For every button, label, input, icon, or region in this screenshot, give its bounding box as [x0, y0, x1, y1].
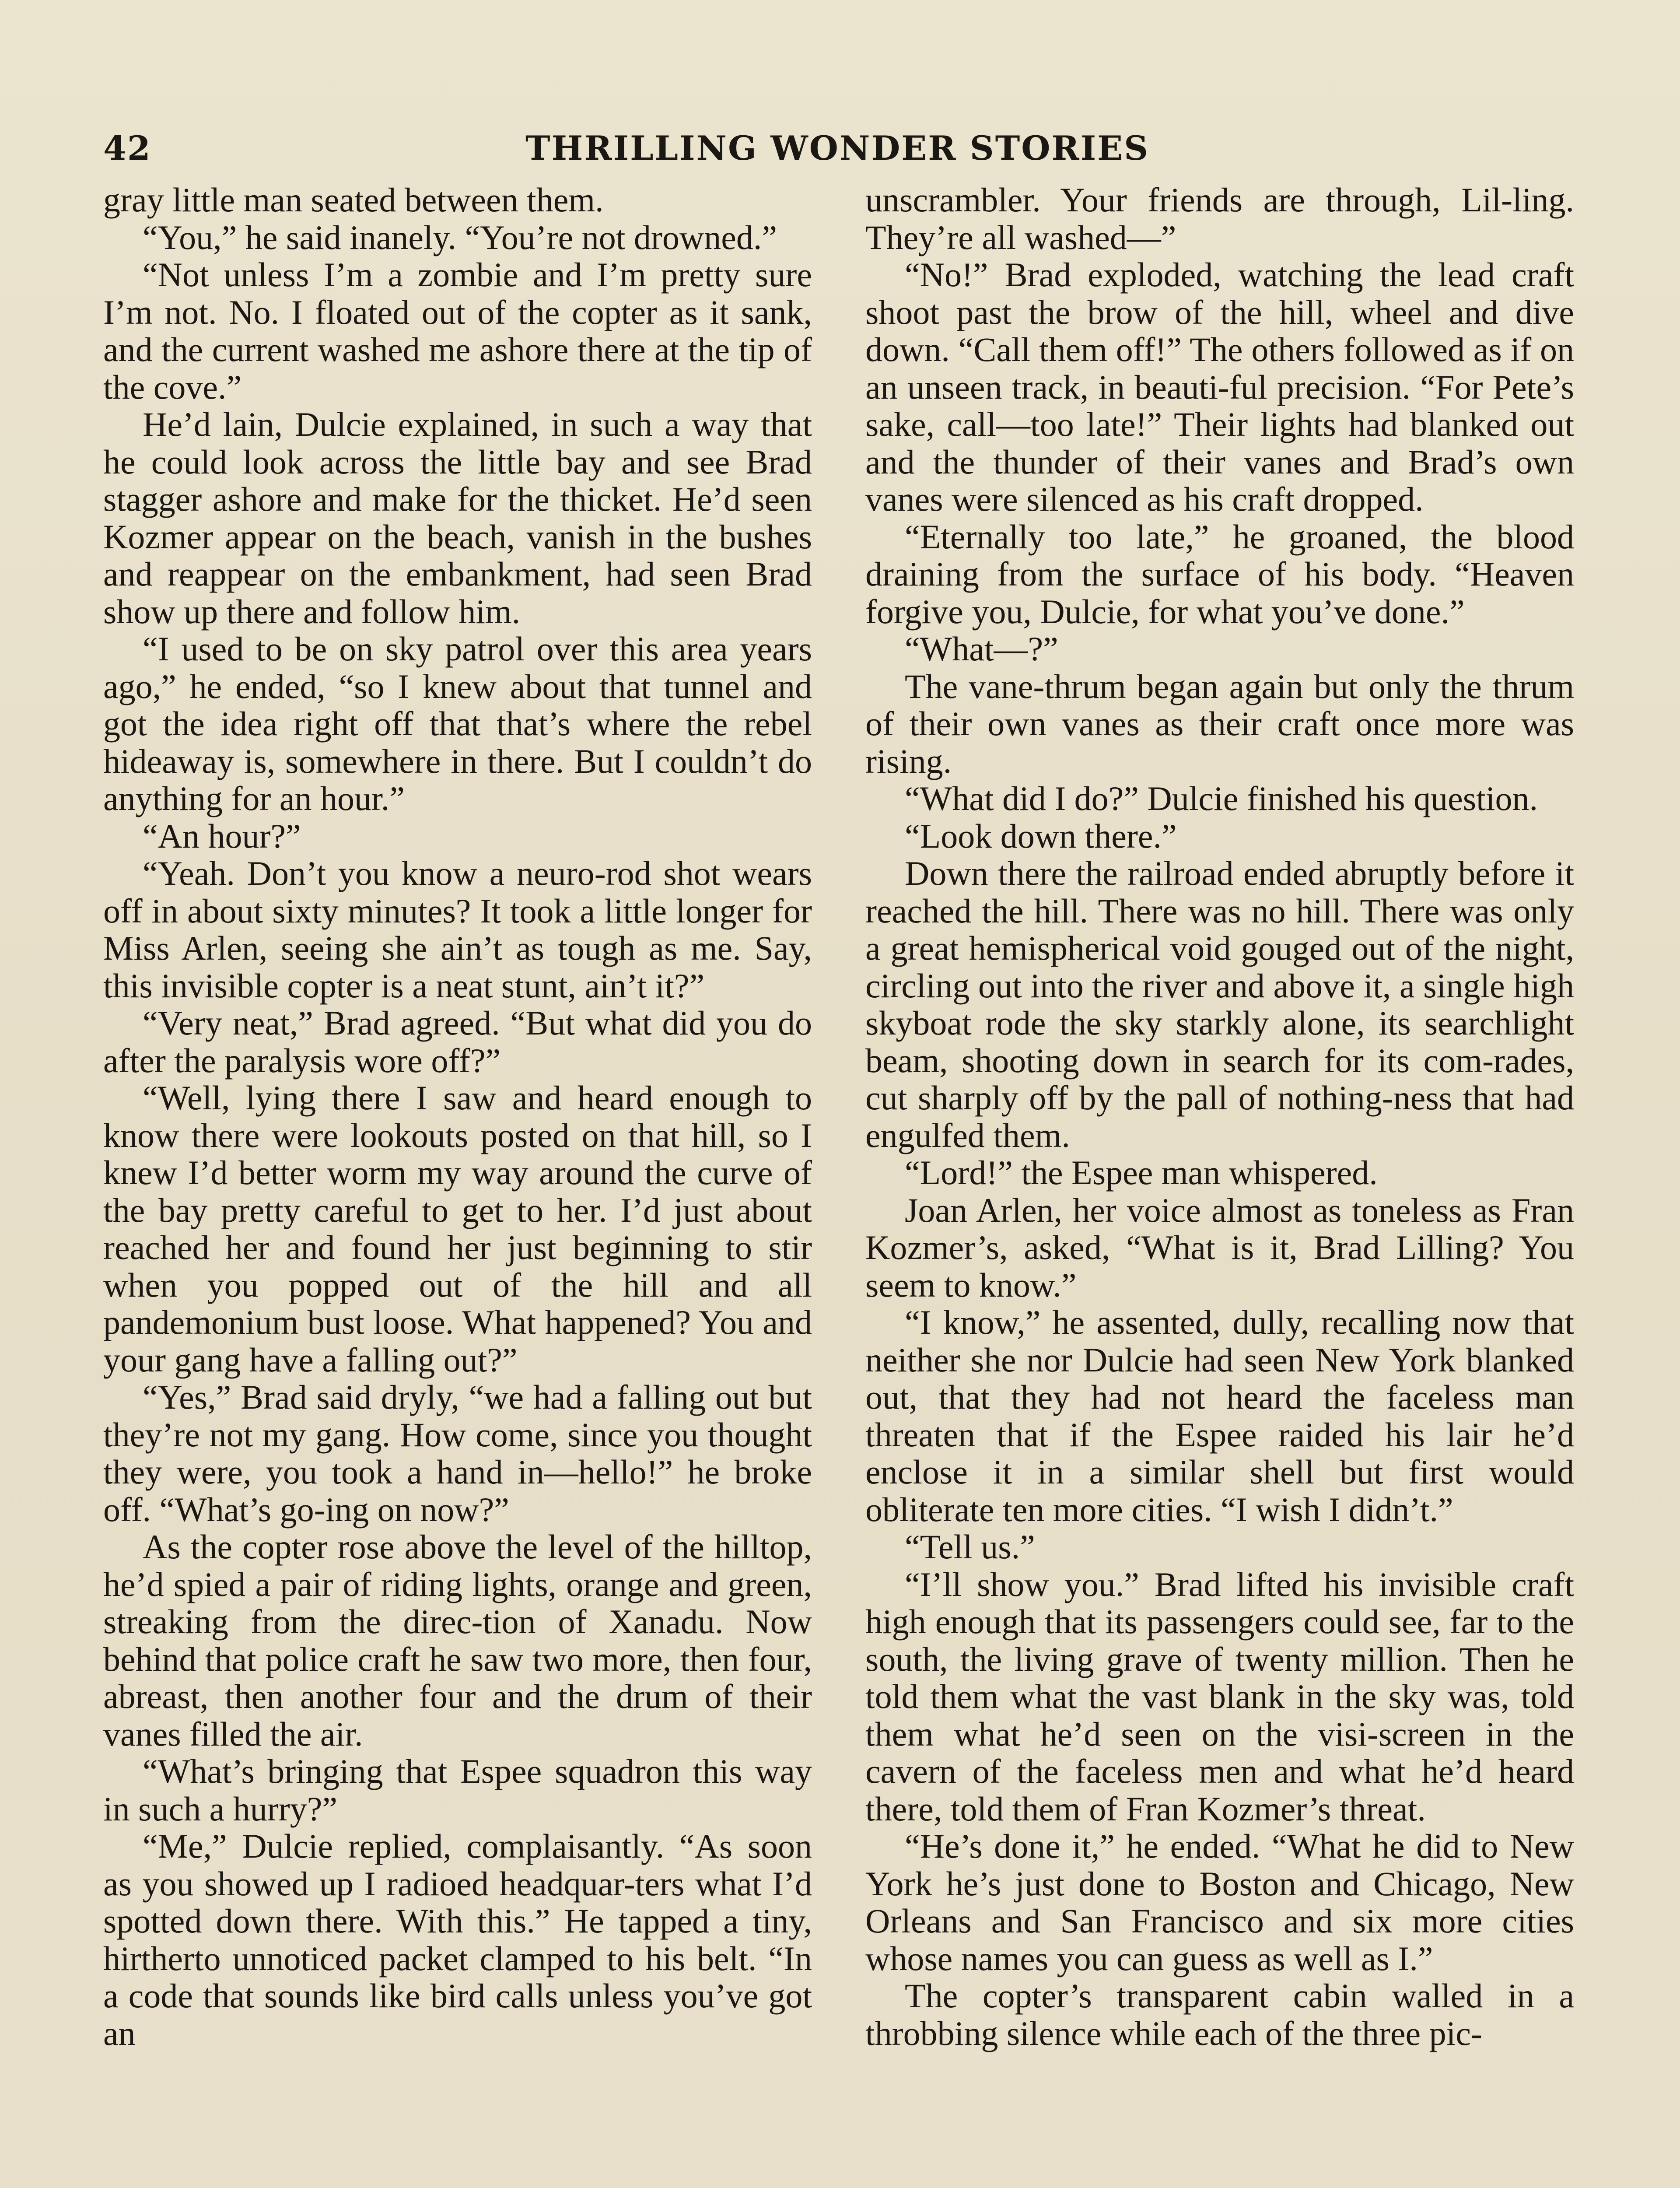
paragraph: “I’ll show you.” Brad lifted his invisible craft high enough that its passengers could see, far to the south, the living grave of twenty million. Then he told them what the vast blank in the sky was, told them what he’d seen on the visi-screen in the cavern of the faceless men and what he’d heard there, told them of Fran Kozmer’s threat. — [865, 1565, 1574, 1828]
paragraph: The copter’s transparent cabin walled in a throbbing silence while each of the three pic- — [865, 1977, 1574, 2052]
paragraph: He’d lain, Dulcie explained, in such a way that he could look across the little bay and see Brad stagger ashore and make for the thicket. He’d seen Kozmer appear on the beach, vanish in the bushes and reappear on the embankment, had seen Brad show up there and follow him. — [103, 405, 812, 631]
paragraph: “Tell us.” — [905, 1528, 1035, 1566]
paragraph: The vane-thrum began again but only the thrum of their own vanes as their craft once more was rising. — [865, 667, 1574, 780]
paragraph: “He’s done it,” he ended. “What he did to New York he’s just done to Boston and Chicago, New Orleans and San Francisco and six more cities whose names you can guess as well as I.” — [865, 1827, 1574, 1978]
paragraph: Down there the railroad ended abruptly before it reached the hill. There was no hill. There was only a great hemispherical void gouged out of the night, circling out into the river and above it, a single high skyboat rode the sky starkly alone, its searchlight beam, shooting down in search for its com-rades, cut sharply off by the pall of nothing-ness that had engulfed them. — [865, 854, 1574, 1154]
paragraph: gray little man seated between them. — [103, 181, 604, 219]
left-text-column — [103, 181, 812, 2052]
paragraph: “What did I do?” Dulcie finished his question. — [905, 779, 1538, 817]
paragraph: “What’s bringing that Espee squadron this way in such a hurry?” — [103, 1752, 812, 1828]
paragraph: Joan Arlen, her voice almost as toneless as Fran Kozmer’s, asked, “What is it, Brad Lilling? You seem to know.” — [865, 1191, 1574, 1304]
paragraph: “No!” Brad exploded, watching the lead craft shoot past the brow of the hill, wheel and dive down. “Call them off!” The others followed as if on an unseen track, in beauti-ful precision. “For Pete’s sake, call—too late!” Their lights had blanked out and the thunder of their vanes and Brad’s own vanes were silenced as his craft dropped. — [865, 256, 1574, 518]
paragraph: “Not unless I’m a zombie and I’m pretty sure I’m not. No. I floated out of the copter as it sank, and the current washed me ashore there at the tip of the cove.” — [103, 256, 812, 406]
paragraph: “Eternally too late,” he groaned, the blood draining from the surface of his body. “Heaven forgive you, Dulcie, for what you’ve done.” — [865, 517, 1574, 631]
paragraph: “An hour?” — [143, 817, 301, 855]
paragraph: “Yeah. Don’t you know a neuro-rod shot wears off in about sixty minutes? It took a little longer for Miss Arlen, seeing she ain’t as tough as me. Say, this invisible copter is a neat stunt, ain’t it?” — [103, 854, 812, 1005]
paragraph: “I used to be on sky patrol over this area years ago,” he ended, “so I knew about that tunnel and got the idea right off that that’s where the rebel hideaway is, somewhere in there. But I couldn’t do anything for an hour.” — [103, 630, 812, 817]
paragraph: unscrambler. Your friends are through, Lil-ling. They’re all washed—” — [865, 181, 1574, 256]
magazine-title: THRILLING WONDER STORIES — [525, 129, 1149, 168]
right-text-column — [865, 181, 1574, 2052]
paragraph: “What—?” — [905, 630, 1058, 668]
paragraph: As the copter rose above the level of the hilltop, he’d spied a pair of riding lights, orange and green, streaking from the direc-tion of Xanadu. Now behind that police craft he saw two more, then four, abreast, then another four and the drum of their vanes filled the air. — [103, 1528, 812, 1753]
paragraph: “Me,” Dulcie replied, complaisantly. “As soon as you showed up I radioed headquar-ters what I’d spotted down there. With this.” He tapped a tiny, hirtherto unnoticed packet clamped to his belt. “In a code that sounds like bird calls unless you’ve got an — [103, 1827, 812, 2052]
paragraph: “Very neat,” Brad agreed. “But what did you do after the paralysis wore off?” — [103, 1004, 812, 1080]
paragraph: “Yes,” Brad said dryly, “we had a falling out but they’re not my gang. How come, since you thought they were, you took a hand in—hello!” he broke off. “What’s go-ing on now?” — [103, 1378, 812, 1529]
paragraph: “Lord!” the Espee man whispered. — [905, 1154, 1378, 1192]
page-number: 42 — [103, 129, 151, 168]
paragraph: “Well, lying there I saw and heard enough to know there were lookouts posted on that hill, so I knew I’d better worm my way around the curve of the bay pretty careful to get to her. I’d just about reached her and found her just beginning to stir when you popped out of the hill and all pandemonium bust loose. What happened? You and your gang have a falling out?” — [103, 1079, 812, 1379]
paragraph: “Look down there.” — [905, 817, 1177, 855]
page-header — [103, 124, 1572, 172]
paragraph: “You,” he said inanely. “You’re not drowned.” — [143, 218, 777, 256]
paragraph: “I know,” he assented, dully, recalling now that neither she nor Dulcie had seen New York blanked out, that they had not heard the faceless man threaten that if the Espee raided his lair he’d enclose it in a similar shell but first would obliterate ten more cities. “I wish I didn’t.” — [865, 1303, 1574, 1529]
